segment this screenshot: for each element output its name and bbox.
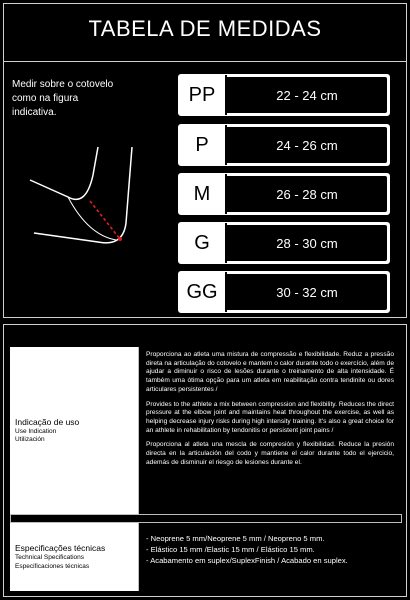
- specs-label-en: Technical Specifications: [15, 554, 85, 561]
- size-range: 22 - 24 cm: [227, 77, 387, 113]
- usage-label-es: Utilización: [15, 436, 45, 443]
- usage-row: [10, 347, 402, 515]
- elbow-measure-illustration: [28, 145, 148, 255]
- size-row-pp: [178, 74, 390, 116]
- measure-instruction: Medir sobre o cotovelo como na figura indicativa.: [12, 79, 114, 118]
- size-code: G: [179, 223, 227, 263]
- size-row-m: [178, 173, 390, 215]
- size-row-gg: [178, 271, 390, 313]
- elbow-bend: [68, 197, 116, 240]
- specs-label-pt: Especificações técnicas: [15, 543, 106, 553]
- size-row-g: [178, 222, 390, 264]
- spec-line: - Neoprene 5 mm/Neoprene 5 mm / Neopreno 5 mm.: [146, 534, 325, 543]
- size-code: PP: [179, 75, 227, 115]
- size-code: GG: [179, 272, 227, 312]
- usage-text-pt: Proporciona ao atleta uma mistura de compressão e flexibilidade. Reduz a pressão direta na articulação do cotovelo e mantem o calor durante todo o exercício, além de ajudar a diminuir o risco de lesões durante o treinamento de alta intensidade. É também uma ótima opção para um atleta em reabilitação contra tendinite ou dores articulares persistentes /: [146, 351, 394, 393]
- size-range: 30 - 32 cm: [227, 274, 387, 310]
- size-range: 26 - 28 cm: [227, 176, 387, 212]
- usage-label-pt: Indicação de uso: [15, 416, 80, 427]
- size-row-p: [178, 124, 390, 166]
- usage-label-en: Use Indication: [15, 427, 57, 435]
- spec-line: - Acabamento em suplex/SuplexFinish / Acabado en suplex.: [146, 555, 348, 565]
- usage-text-es: Proporciona al atleta una mescla de compresión y flexibilidad. Reduce la presión directa en la articulación del codo y mantiene el calor durante todo el ejercicio, además de disminuir el riesgo de lesiones durante el.: [146, 441, 394, 466]
- title-divider: [4, 61, 406, 62]
- arm-outline-lower: [34, 147, 132, 243]
- size-range: 24 - 26 cm: [227, 127, 387, 163]
- page-title: TABELA DE MEDIDAS: [88, 16, 322, 41]
- measure-point: [118, 237, 122, 241]
- specs-label-cell: [10, 523, 139, 591]
- size-code: M: [179, 174, 227, 214]
- arm-outline-upper: [30, 147, 98, 199]
- usage-text-cell: [139, 347, 402, 514]
- usage-text-en: Provides to the athlete a mix between compression and flexibility. Reduces the direct pressure at the elbow joint and maintains heat throughout the exercise, as well as helping decrease injury risks during high intensity training. It's also a great choice for an athlete in rehabilitation by tendonitis or persistent joint pains /: [146, 400, 394, 434]
- size-code: P: [179, 125, 227, 165]
- size-range: 28 - 30 cm: [227, 225, 387, 261]
- specs-label-es: Especificaciones técnicas: [15, 562, 90, 570]
- specs-text-cell: [139, 523, 402, 591]
- measure-line: [90, 201, 120, 239]
- spec-line: - Elástico 15 mm /Elastic 15 mm / Elástico 15 mm.: [146, 544, 315, 554]
- specs-row: [10, 522, 402, 591]
- usage-label-cell: [10, 347, 139, 514]
